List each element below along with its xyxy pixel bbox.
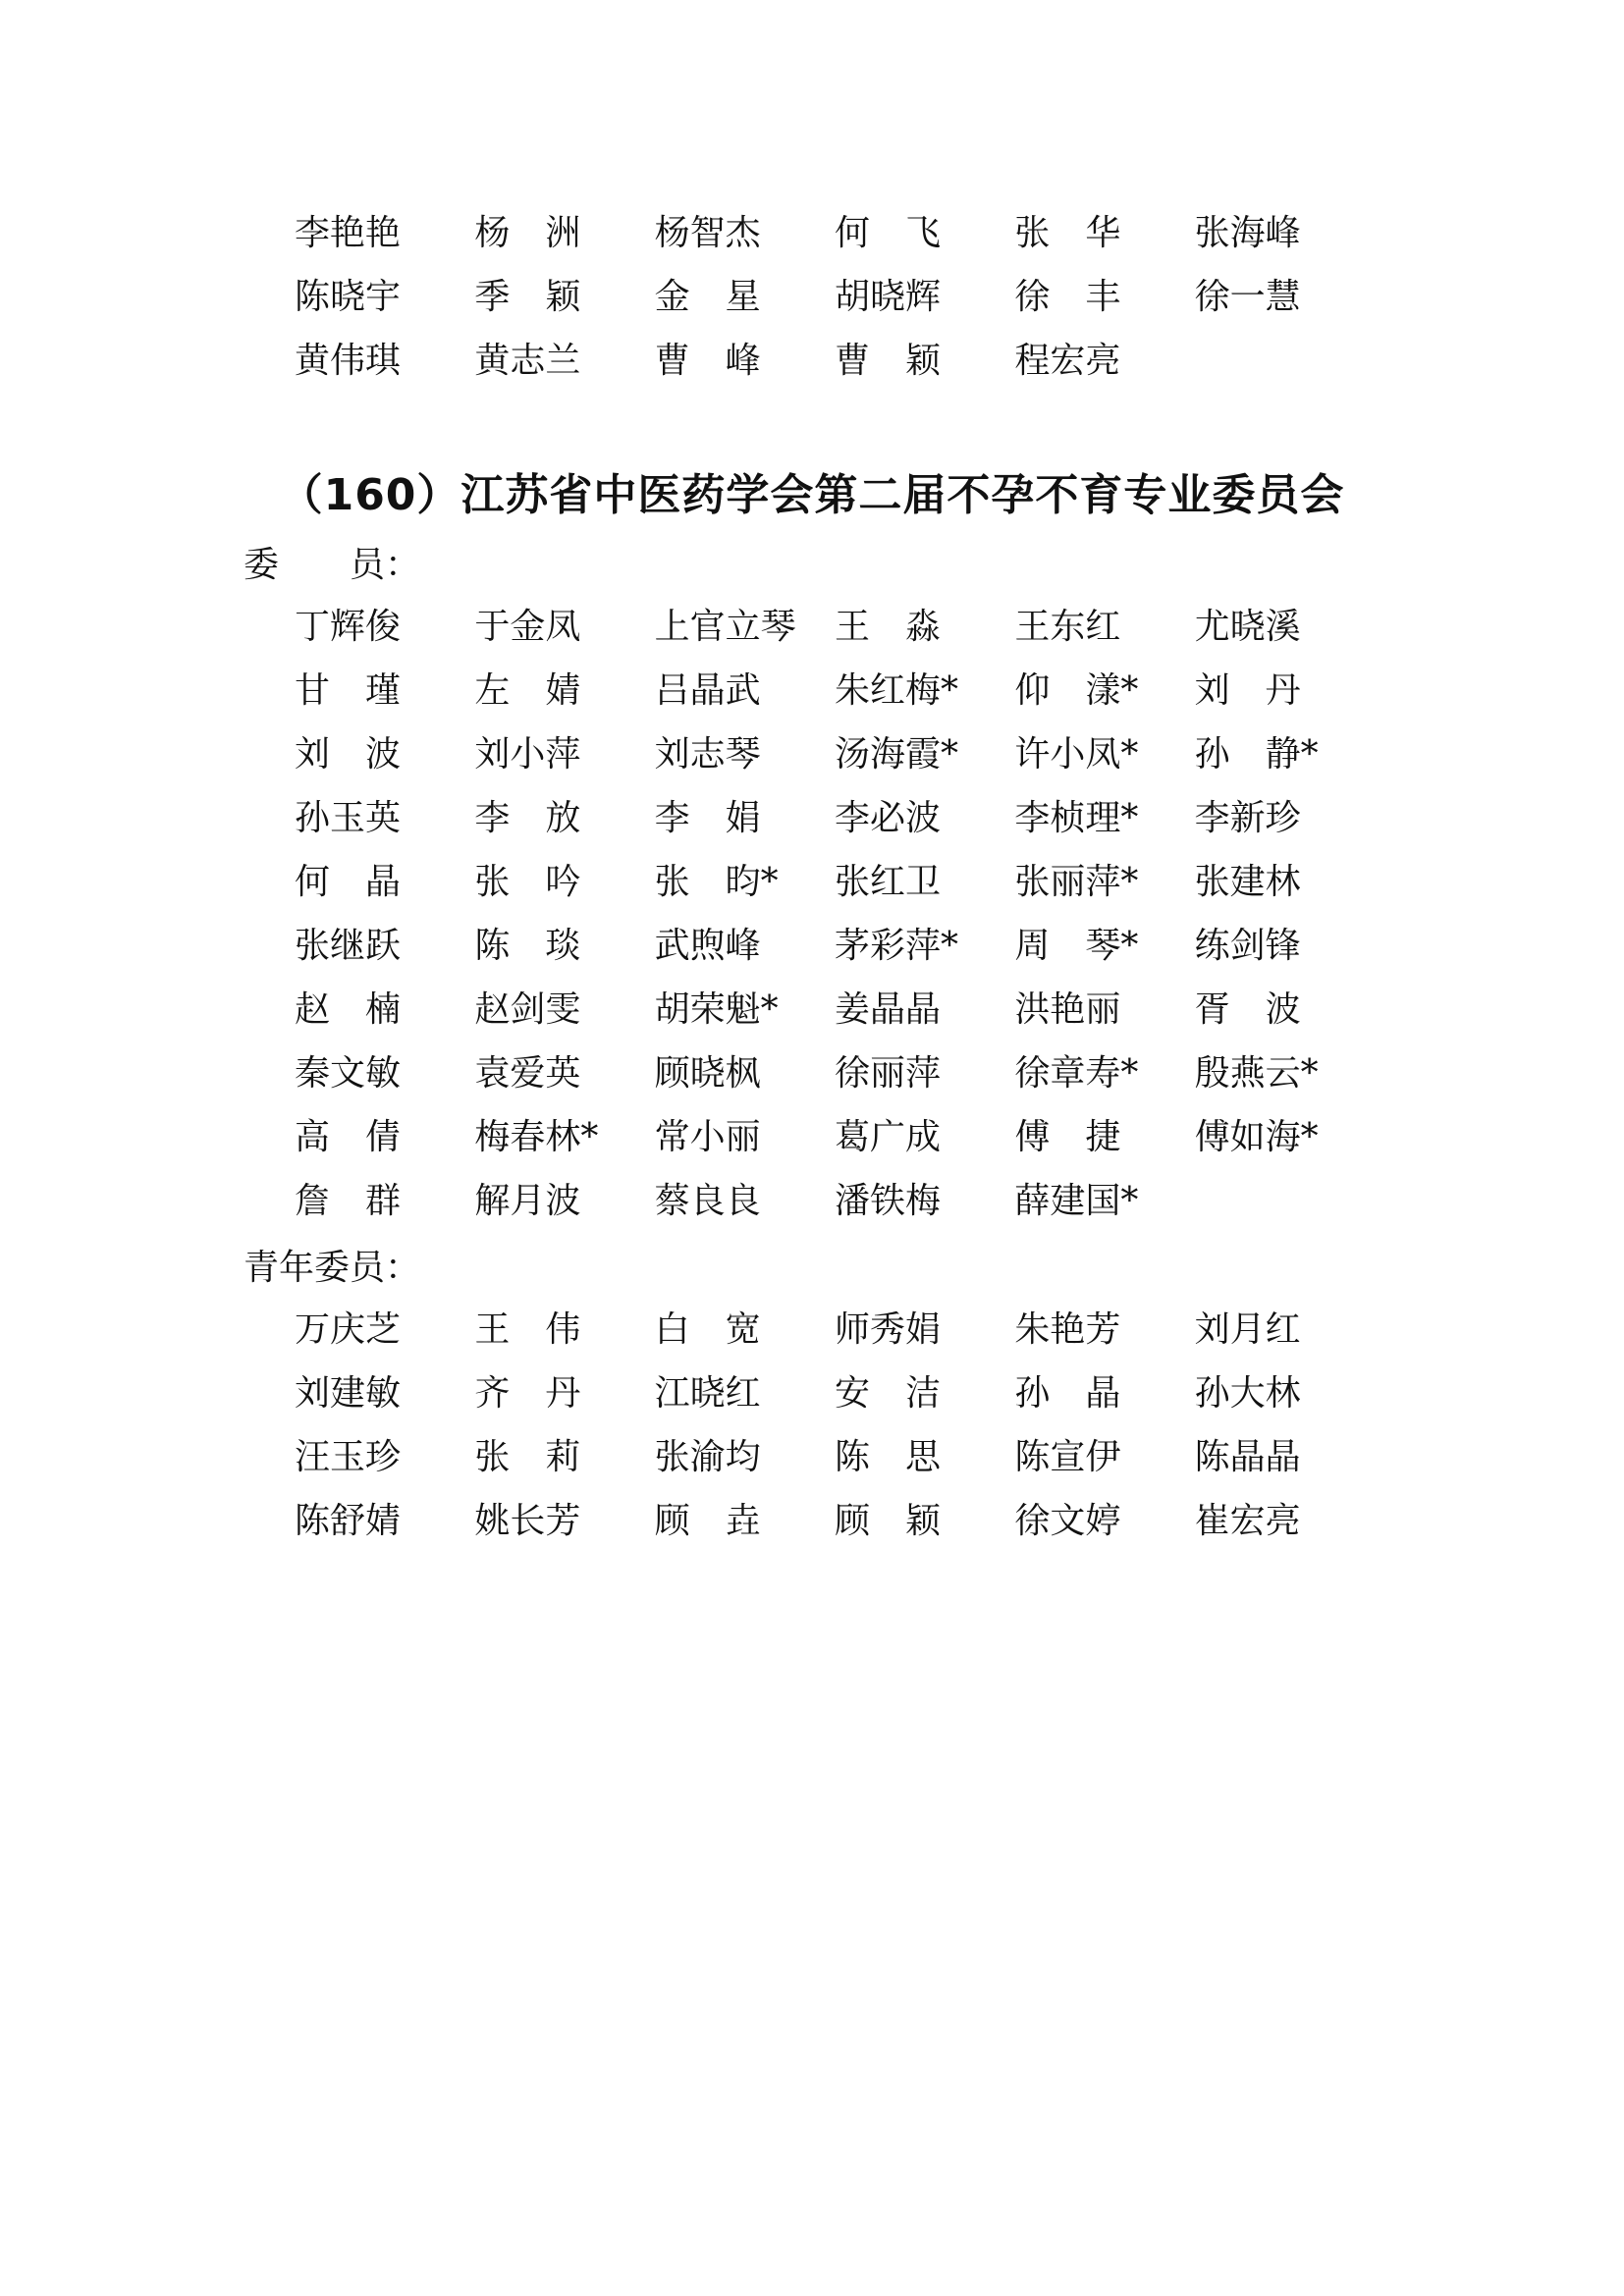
member-name: 陈 思 [834,1436,941,1477]
member-name: 黄志兰 [474,340,581,381]
member-name: 李必波 [834,797,941,838]
member-name: 江晓红 [654,1372,761,1414]
member-name: 李新珍 [1194,797,1301,838]
member-name: 张 莉 [474,1436,581,1477]
member-name: 丁辉俊 [295,606,402,647]
member-name: 安 洁 [834,1372,941,1414]
member-name: 李 放 [474,797,581,838]
member-name: 杨智杰 [654,212,761,253]
member-name: 武煦峰 [654,925,761,966]
member-name: 张建林 [1194,861,1301,902]
members-grid [295,595,1375,1233]
member-name: 上官立琴 [654,606,796,647]
youth-members-grid [295,1298,1375,1553]
name-row [295,1489,1375,1553]
member-name: 黄伟琪 [295,340,402,381]
member-name: 姜晶晶 [834,988,941,1030]
member-name: 王 淼 [834,606,941,647]
member-name: 王东红 [1014,606,1121,647]
member-name: 孙大林 [1194,1372,1301,1414]
member-name: 傅如海* [1194,1116,1319,1157]
member-name: 何 飞 [834,212,941,253]
member-name: 刘建敏 [295,1372,402,1414]
member-name: 张渝均 [654,1436,761,1477]
member-name: 陈 琰 [474,925,581,966]
name-row [295,1105,1375,1169]
member-name: 孙 静* [1194,733,1319,774]
member-name: 傅 捷 [1014,1116,1121,1157]
member-name: 曹 峰 [654,340,761,381]
member-name: 季 颖 [474,276,581,317]
member-name: 程宏亮 [1014,340,1121,381]
member-name: 徐文婷 [1014,1500,1121,1541]
member-name: 胡荣魁* [654,988,779,1030]
name-row [295,595,1375,659]
member-name: 葛广成 [834,1116,941,1157]
member-name: 常小丽 [654,1116,761,1157]
name-row [295,722,1375,786]
prev-section-names-grid [295,201,1375,393]
member-name: 朱红梅* [834,669,958,711]
member-name: 曹 颖 [834,340,941,381]
member-name: 徐一慧 [1194,276,1301,317]
member-name: 张红卫 [834,861,941,902]
name-row [295,329,1375,393]
member-name: 顾晓枫 [654,1052,761,1094]
member-name: 胡晓辉 [834,276,941,317]
name-row [295,914,1375,978]
member-name: 徐章寿* [1014,1052,1139,1094]
member-name: 刘小萍 [474,733,581,774]
member-name: 袁爱英 [474,1052,581,1094]
member-name: 张 吟 [474,861,581,902]
member-name: 顾 颖 [834,1500,941,1541]
member-name: 梅春林* [474,1116,599,1157]
member-name: 刘 波 [295,733,402,774]
member-name: 师秀娟 [834,1308,941,1350]
member-name: 朱艳芳 [1014,1308,1121,1350]
member-name: 秦文敏 [295,1052,402,1094]
name-row [295,201,1375,265]
member-name: 白 宽 [654,1308,761,1350]
member-name: 张 华 [1014,212,1121,253]
member-name: 张继跃 [295,925,402,966]
member-name: 解月波 [474,1180,581,1221]
member-name: 吕晶武 [654,669,761,711]
member-name: 张丽萍* [1014,861,1139,902]
name-row [295,1298,1375,1362]
member-name: 崔宏亮 [1194,1500,1301,1541]
member-name: 李艳艳 [295,212,402,253]
youth-members-label: 青年委员： [244,1248,421,1288]
member-name: 王 伟 [474,1308,581,1350]
member-name: 薛建国* [1014,1180,1139,1221]
member-name: 蔡良良 [654,1180,761,1221]
member-name: 许小凤* [1014,733,1139,774]
member-name: 张海峰 [1194,212,1301,253]
name-row [295,659,1375,722]
member-name: 刘月红 [1194,1308,1301,1350]
member-name: 何 晶 [295,861,402,902]
member-name: 潘铁梅 [834,1180,941,1221]
member-name: 练剑锋 [1194,925,1301,966]
member-name: 周 琴* [1014,925,1139,966]
member-name: 孙 晶 [1014,1372,1121,1414]
member-name: 汤海霞* [834,733,958,774]
member-name: 李桢理* [1014,797,1139,838]
member-name: 刘 丹 [1194,669,1301,711]
member-name: 胥 波 [1194,988,1301,1030]
member-name: 赵剑雯 [474,988,581,1030]
member-name: 高 倩 [295,1116,402,1157]
member-name: 金 星 [654,276,761,317]
name-row [295,850,1375,914]
name-row [295,786,1375,850]
member-name: 仰 漾* [1014,669,1139,711]
member-name: 赵 楠 [295,988,402,1030]
member-name: 孙玉英 [295,797,402,838]
member-name: 陈晶晶 [1194,1436,1301,1477]
member-name: 张 昀* [654,861,779,902]
name-row [295,1362,1375,1425]
member-name: 万庆芝 [295,1308,402,1350]
member-name: 陈舒婧 [295,1500,402,1541]
member-name: 陈宣伊 [1014,1436,1121,1477]
member-name: 姚长芳 [474,1500,581,1541]
member-name: 齐 丹 [474,1372,581,1414]
member-name: 殷燕云* [1194,1052,1319,1094]
members-label: 委 员： [244,545,421,585]
member-name: 陈晓宇 [295,276,402,317]
member-name: 杨 洲 [474,212,581,253]
name-row [295,978,1375,1041]
member-name: 尤晓溪 [1194,606,1301,647]
section-title: （160）江苏省中医药学会第二届不孕不育专业委员会 [279,470,1345,520]
name-row [295,1169,1375,1233]
member-name: 左 婧 [474,669,581,711]
member-name: 刘志琴 [654,733,761,774]
member-name: 李 娟 [654,797,761,838]
name-row [295,1425,1375,1489]
name-row [295,1041,1375,1105]
member-name: 茅彩萍* [834,925,958,966]
member-name: 詹 群 [295,1180,402,1221]
member-name: 洪艳丽 [1014,988,1121,1030]
member-name: 甘 瑾 [295,669,402,711]
name-row [295,265,1375,329]
member-name: 于金凤 [474,606,581,647]
member-name: 徐 丰 [1014,276,1121,317]
member-name: 汪玉珍 [295,1436,402,1477]
member-name: 顾 垚 [654,1500,761,1541]
member-name: 徐丽萍 [834,1052,941,1094]
